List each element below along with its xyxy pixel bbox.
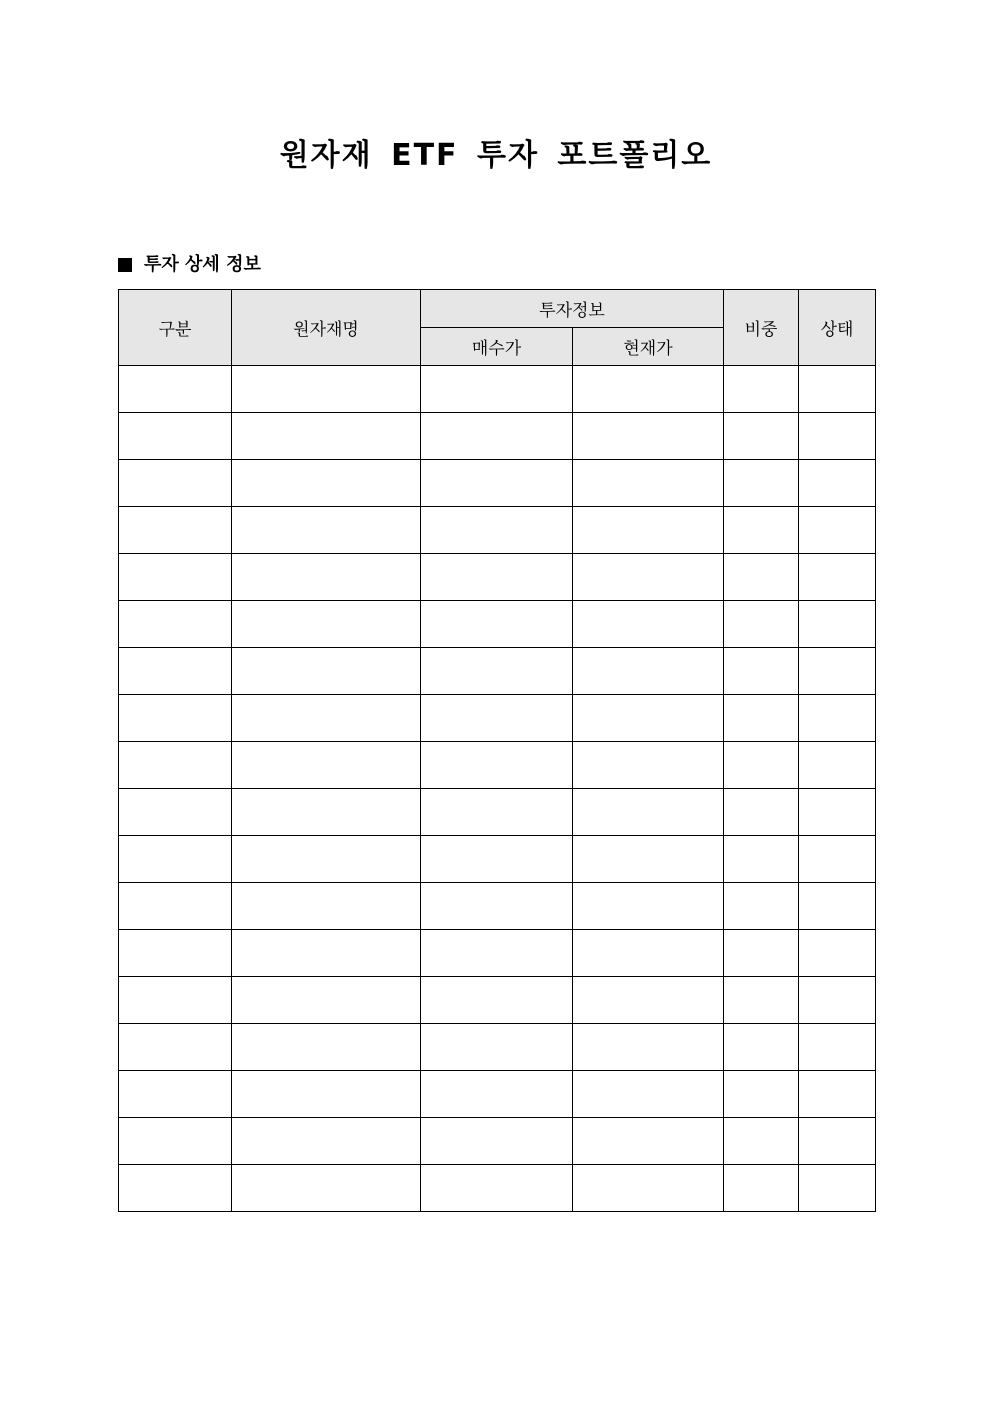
category-cell[interactable] [119,366,232,413]
table-row [119,1071,876,1118]
category-cell[interactable] [119,836,232,883]
header-status: 상태 [799,290,876,366]
purchase-price-cell[interactable] [421,554,573,601]
square-bullet-icon [118,258,132,272]
status-cell[interactable] [799,930,876,977]
commodity-name-cell[interactable] [232,507,421,554]
section-heading-label: 투자 상세 정보 [144,254,261,275]
table-row [119,789,876,836]
commodity-name-cell[interactable] [232,554,421,601]
status-cell[interactable] [799,601,876,648]
current-price-cell[interactable] [573,460,724,507]
status-cell[interactable] [799,977,876,1024]
purchase-price-cell[interactable] [421,836,573,883]
current-price-cell[interactable] [573,648,724,695]
purchase-price-cell[interactable] [421,460,573,507]
category-cell[interactable] [119,1024,232,1071]
portfolio-table [118,289,876,1212]
current-price-cell[interactable] [573,789,724,836]
table-row [119,977,876,1024]
weight-cell[interactable] [724,1071,799,1118]
purchase-price-cell[interactable] [421,413,573,460]
commodity-name-cell[interactable] [232,1165,421,1212]
purchase-price-cell[interactable] [421,1165,573,1212]
status-cell[interactable] [799,789,876,836]
commodity-name-cell[interactable] [232,836,421,883]
purchase-price-cell[interactable] [421,507,573,554]
commodity-name-cell[interactable] [232,601,421,648]
header-current-price: 현재가 [573,328,724,366]
table-row [119,648,876,695]
category-cell[interactable] [119,742,232,789]
purchase-price-cell[interactable] [421,1071,573,1118]
weight-cell[interactable] [724,413,799,460]
status-cell[interactable] [799,695,876,742]
document-title: 원자재 ETF 투자 포트폴리오 [279,138,713,173]
weight-cell[interactable] [724,1024,799,1071]
category-cell[interactable] [119,977,232,1024]
current-price-cell[interactable] [573,366,724,413]
purchase-price-cell[interactable] [421,1024,573,1071]
current-price-cell[interactable] [573,883,724,930]
table-row [119,836,876,883]
commodity-name-cell[interactable] [232,883,421,930]
table-row [119,1024,876,1071]
category-cell[interactable] [119,1165,232,1212]
commodity-name-cell[interactable] [232,789,421,836]
current-price-cell[interactable] [573,742,724,789]
current-price-cell[interactable] [573,413,724,460]
commodity-name-cell[interactable] [232,1024,421,1071]
weight-cell[interactable] [724,507,799,554]
current-price-cell[interactable] [573,695,724,742]
status-cell[interactable] [799,366,876,413]
current-price-cell[interactable] [573,977,724,1024]
weight-cell[interactable] [724,460,799,507]
table-row [119,601,876,648]
purchase-price-cell[interactable] [421,366,573,413]
weight-cell[interactable] [724,648,799,695]
table-row [119,554,876,601]
current-price-cell[interactable] [573,1118,724,1165]
weight-cell[interactable] [724,836,799,883]
commodity-name-cell[interactable] [232,930,421,977]
weight-cell[interactable] [724,789,799,836]
commodity-name-cell[interactable] [232,695,421,742]
status-cell[interactable] [799,1165,876,1212]
commodity-name-cell[interactable] [232,366,421,413]
table-row [119,742,876,789]
weight-cell[interactable] [724,695,799,742]
current-price-cell[interactable] [573,601,724,648]
commodity-name-cell[interactable] [232,413,421,460]
status-cell[interactable] [799,413,876,460]
header-purchase-price: 매수가 [421,328,573,366]
header-weight: 비중 [724,290,799,366]
table-header-row [119,290,876,328]
purchase-price-cell[interactable] [421,789,573,836]
category-cell[interactable] [119,601,232,648]
table-row [119,1165,876,1212]
category-cell[interactable] [119,460,232,507]
table-row [119,695,876,742]
table-body [119,366,876,1212]
header-category: 구분 [119,290,232,366]
weight-cell[interactable] [724,366,799,413]
header-investment-info: 투자정보 [421,290,724,328]
status-cell[interactable] [799,507,876,554]
weight-cell[interactable] [724,742,799,789]
table-row [119,1118,876,1165]
section-heading [118,252,261,278]
category-cell[interactable] [119,1118,232,1165]
current-price-cell[interactable] [573,554,724,601]
weight-cell[interactable] [724,930,799,977]
purchase-price-cell[interactable] [421,601,573,648]
category-cell[interactable] [119,507,232,554]
category-cell[interactable] [119,789,232,836]
category-cell[interactable] [119,413,232,460]
category-cell[interactable] [119,695,232,742]
status-cell[interactable] [799,836,876,883]
status-cell[interactable] [799,1071,876,1118]
table-row [119,413,876,460]
status-cell[interactable] [799,460,876,507]
commodity-name-cell[interactable] [232,648,421,695]
status-cell[interactable] [799,883,876,930]
category-cell[interactable] [119,648,232,695]
header-commodity-name: 원자재명 [232,290,421,366]
weight-cell[interactable] [724,977,799,1024]
table-row [119,507,876,554]
current-price-cell[interactable] [573,836,724,883]
category-cell[interactable] [119,930,232,977]
purchase-price-cell[interactable] [421,883,573,930]
category-cell[interactable] [119,883,232,930]
commodity-name-cell[interactable] [232,742,421,789]
status-cell[interactable] [799,554,876,601]
purchase-price-cell[interactable] [421,695,573,742]
commodity-name-cell[interactable] [232,1071,421,1118]
status-cell[interactable] [799,648,876,695]
commodity-name-cell[interactable] [232,460,421,507]
weight-cell[interactable] [724,554,799,601]
category-cell[interactable] [119,554,232,601]
category-cell[interactable] [119,1071,232,1118]
current-price-cell[interactable] [573,1024,724,1071]
commodity-name-cell[interactable] [232,977,421,1024]
purchase-price-cell[interactable] [421,930,573,977]
weight-cell[interactable] [724,883,799,930]
status-cell[interactable] [799,1024,876,1071]
weight-cell[interactable] [724,1118,799,1165]
purchase-price-cell[interactable] [421,1118,573,1165]
status-cell[interactable] [799,1118,876,1165]
commodity-name-cell[interactable] [232,1118,421,1165]
table-row [119,883,876,930]
current-price-cell[interactable] [573,1165,724,1212]
current-price-cell[interactable] [573,1071,724,1118]
purchase-price-cell[interactable] [421,742,573,789]
weight-cell[interactable] [724,601,799,648]
purchase-price-cell[interactable] [421,648,573,695]
status-cell[interactable] [799,742,876,789]
current-price-cell[interactable] [573,930,724,977]
table-row [119,460,876,507]
weight-cell[interactable] [724,1165,799,1212]
current-price-cell[interactable] [573,507,724,554]
purchase-price-cell[interactable] [421,977,573,1024]
table-row [119,366,876,413]
table-row [119,930,876,977]
